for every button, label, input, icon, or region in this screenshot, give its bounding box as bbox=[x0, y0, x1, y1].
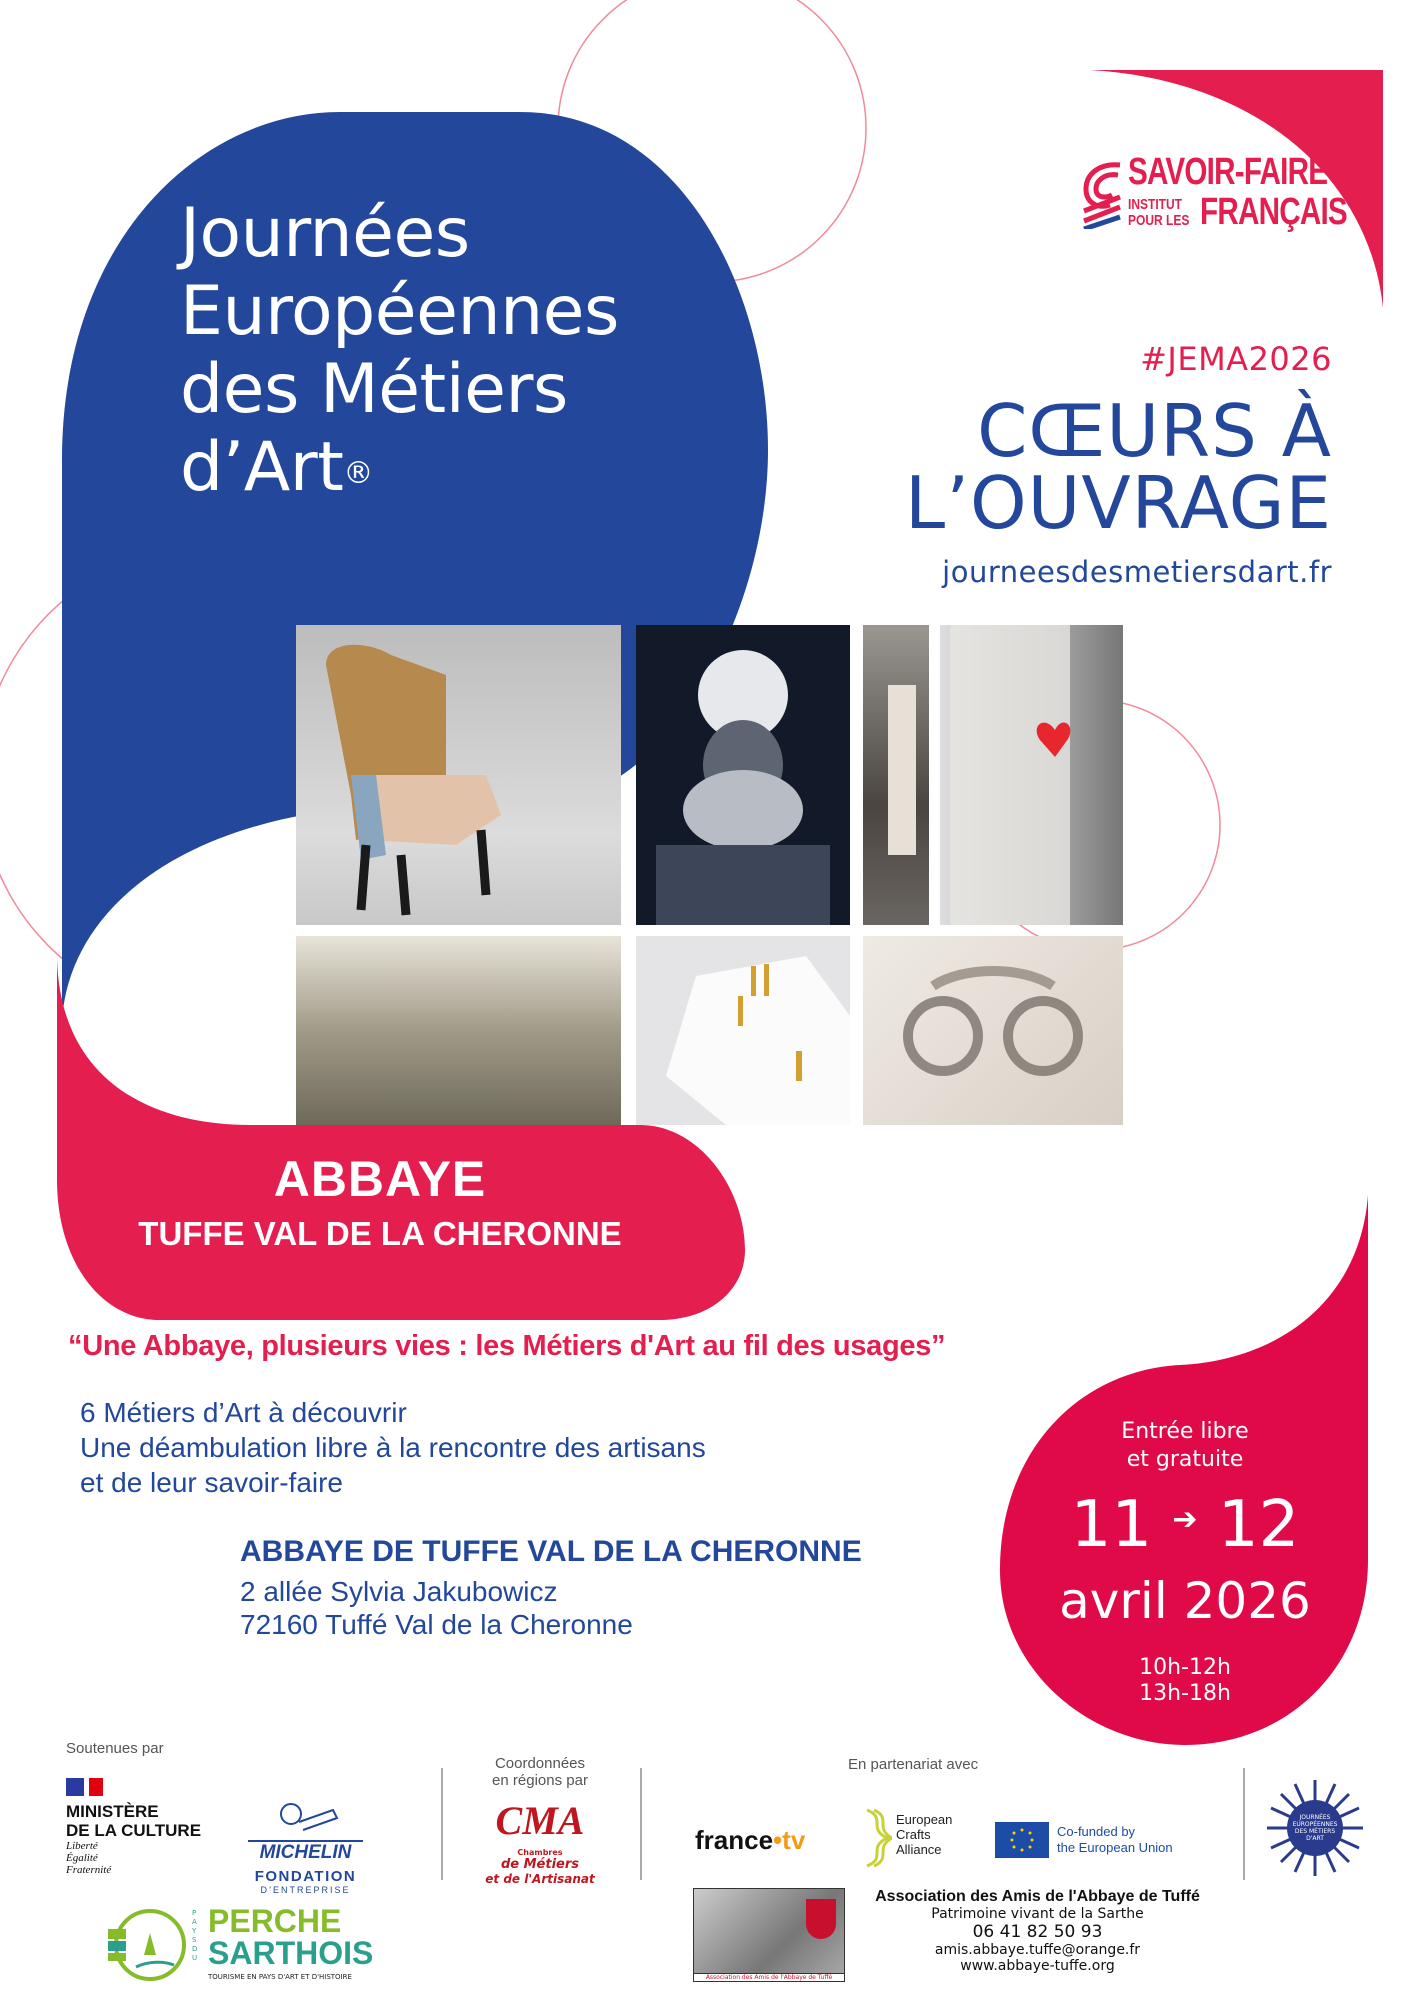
event-dates: 11 ➔ 12 bbox=[1070, 1488, 1300, 1562]
ornament-icon bbox=[863, 936, 1123, 1125]
savoir-faire-logo: SAVOIR-FAIRE INSTITUT POUR LES FRANÇAIS bbox=[1080, 155, 1360, 245]
ministry-logo: MINISTÈRE DE LA CULTURE Liberté Égalité Fraternité bbox=[66, 1778, 226, 1876]
entry-info: Entrée libre et gratuite bbox=[1121, 1419, 1249, 1472]
photo-bearded-portrait bbox=[636, 625, 850, 925]
divider bbox=[1243, 1768, 1245, 1880]
armchair-icon bbox=[296, 625, 621, 925]
heart-icon bbox=[940, 625, 1123, 925]
photo-landscape-print bbox=[296, 936, 621, 1125]
title-line: d’Art bbox=[180, 428, 344, 507]
photo-heart-costume bbox=[940, 625, 1123, 925]
jema-logo: JOURNÉES EUROPÉENNES DES MÉTIERS D'ART bbox=[1265, 1778, 1365, 1878]
francetv-logo: france•tv bbox=[695, 1825, 806, 1855]
theme-quote: “Une Abbaye, plusieurs vies : les Métiers d'Art au fil des usages” bbox=[68, 1330, 946, 1362]
regions-label: Coordonnées en régions par bbox=[492, 1755, 588, 1789]
mannequin-icon bbox=[863, 625, 929, 925]
divider bbox=[441, 1768, 443, 1880]
address: 2 allée Sylvia Jakubowicz 72160 Tuffé Val de la Cheronne bbox=[240, 1576, 633, 1640]
coat-of-arms-icon bbox=[806, 1899, 836, 1939]
event-month: avril 2026 bbox=[1059, 1572, 1311, 1630]
photo-costume-workshop bbox=[863, 625, 929, 925]
venue-subtitle: TUFFE VAL DE LA CHERONNE bbox=[138, 1215, 622, 1252]
savoir-faire-swirl-icon bbox=[1080, 159, 1126, 229]
portrait-icon bbox=[636, 625, 850, 925]
title-line: Européennes bbox=[180, 272, 619, 351]
registered-mark: ® bbox=[343, 456, 373, 491]
association-contact: Association des Amis de l'Abbaye de Tuffé Patrimoine vivant de la Sarthe 06 41 82 50 93 amis.abbaye.tuffe@orange.fr www.abbaye-tuffe.org bbox=[855, 1888, 1220, 1974]
european-crafts-alliance-logo: European Crafts Alliance bbox=[862, 1808, 972, 1868]
divider bbox=[640, 1768, 642, 1880]
eu-flag-icon bbox=[995, 1822, 1049, 1858]
bibendum-icon bbox=[271, 1800, 341, 1836]
title-line: des Métiers bbox=[180, 350, 568, 429]
address-title: ABBAYE DE TUFFE VAL DE LA CHERONNE bbox=[240, 1535, 862, 1568]
crafts-wave-icon bbox=[862, 1808, 892, 1868]
eu-cofunded-logo: Co-funded by the European Union bbox=[995, 1822, 1195, 1858]
website-link[interactable]: journeesdesmetiersdart.fr bbox=[942, 555, 1332, 589]
cma-logo: CMA Chambres de Métiers et de l'Artisanat bbox=[485, 1798, 595, 1886]
description: 6 Métiers d’Art à découvrir Une déambulation libre à la rencontre des artisans et de leur savoir-faire bbox=[80, 1397, 706, 1498]
marianne-flag-icon bbox=[66, 1778, 226, 1796]
rings-icon bbox=[636, 936, 850, 1125]
event-hours: 10h-12h 13h-18h bbox=[1139, 1655, 1231, 1706]
association-website[interactable]: www.abbaye-tuffe.org bbox=[960, 1958, 1115, 1974]
photo-armchair bbox=[296, 625, 621, 925]
photo-gold-rings bbox=[636, 936, 850, 1125]
title-line: Journées bbox=[180, 194, 470, 273]
perche-sarthois-logo: PAYS DU PERCHE SARTHOIS TOURISME EN PAYS D'ART ET D'HISTOIRE bbox=[108, 1905, 378, 1985]
partnership-label: En partenariat avec bbox=[848, 1756, 979, 1773]
association-email[interactable]: amis.abbaye.tuffe@orange.fr bbox=[934, 1942, 1141, 1958]
perche-emblem-icon bbox=[108, 1905, 188, 1985]
supported-by-label: Soutenues par bbox=[66, 1740, 164, 1757]
association-image: Association des Amis de l'Abbaye de Tuffé bbox=[693, 1888, 845, 1982]
slogan: CŒURS À L’OUVRAGE bbox=[904, 389, 1332, 545]
arrow-icon: ➔ bbox=[1172, 1502, 1198, 1538]
event-title bbox=[180, 195, 740, 507]
hashtag: #JEMA2026 bbox=[1140, 340, 1332, 378]
photo-stucco-ornament bbox=[863, 936, 1123, 1125]
venue-title: ABBAYE bbox=[273, 1151, 487, 1207]
michelin-foundation-logo: MICHELIN FONDATION D’ENTREPRISE bbox=[248, 1800, 363, 1895]
